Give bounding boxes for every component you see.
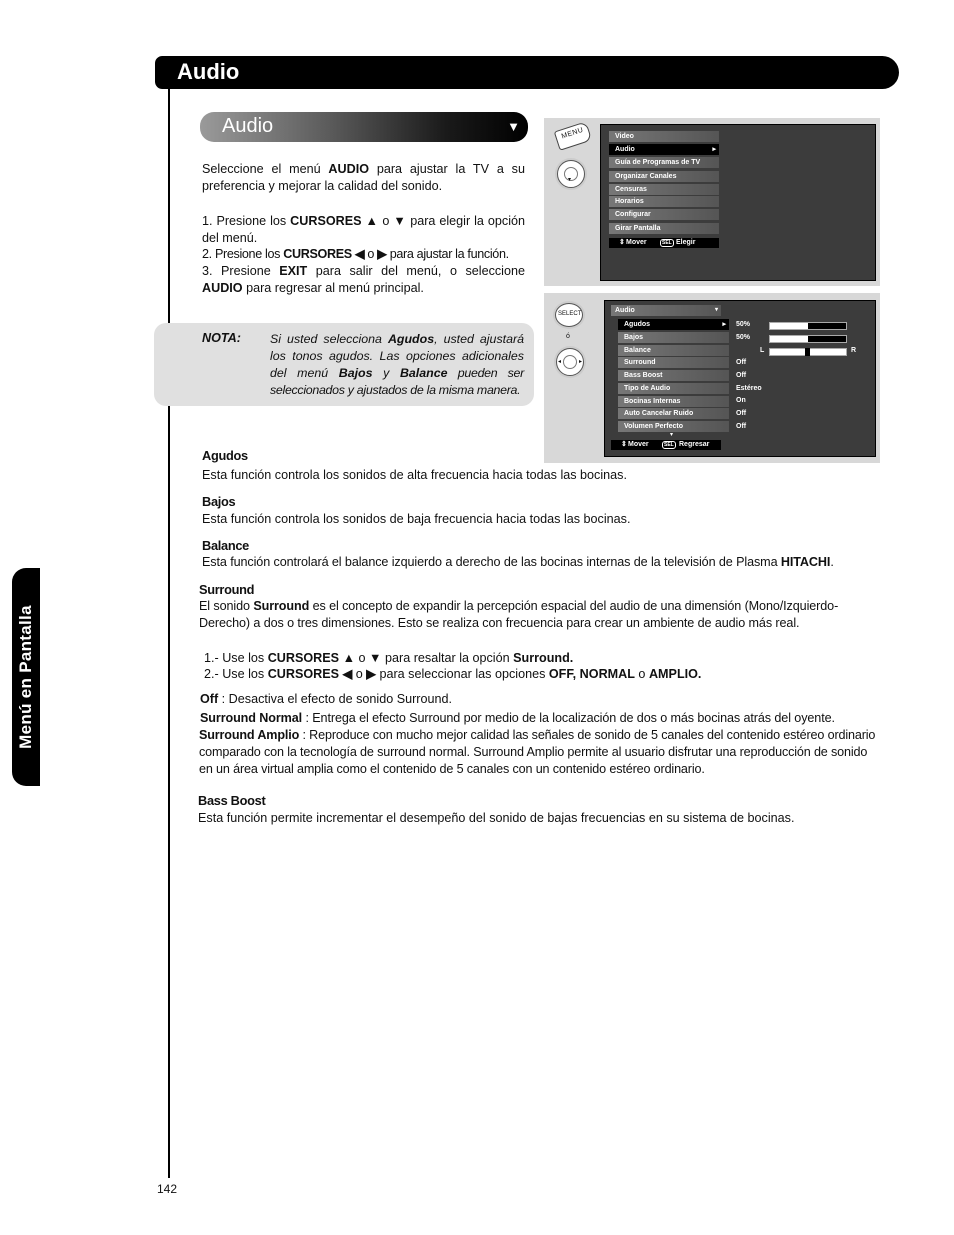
audio-item-auto-cancelar[interactable]: Auto Cancelar Ruido xyxy=(618,408,729,419)
triangle-down-icon: ▼ xyxy=(507,119,520,134)
section-title: Audio xyxy=(222,115,274,137)
move-icon: ⇕ xyxy=(619,239,625,246)
surround-amplio: Surround Amplio : Reproduce con mucho mejor calidad las señales de sonido de 5 canales del contenido estéreo ordinario comparado con la tecnología de surround normal. Surround Amplio permite al usuario disfrutar una reproducción de sonido en un área virtual amplia como el contenido de 5 canales con un contenido estéreo ordinario. xyxy=(199,728,876,776)
audio-menu-header: Audio ▾ xyxy=(611,305,721,316)
note-box xyxy=(154,323,534,406)
audio-item-agudos[interactable]: Agudos ▸ xyxy=(618,319,729,330)
menu-item-video[interactable]: Video xyxy=(609,131,719,142)
screen1-display xyxy=(600,124,876,281)
audio-item-bocinas[interactable]: Bocinas Internas xyxy=(618,396,729,407)
audio-item-volumen[interactable]: Volumen Perfecto xyxy=(618,421,729,432)
page-header-bar xyxy=(155,56,899,89)
joystick-button-2[interactable]: ◂ ▸ xyxy=(556,348,584,376)
surround-title: Surround xyxy=(199,582,255,597)
section-header-bar xyxy=(200,112,528,142)
balance-bar[interactable] xyxy=(769,348,847,356)
bajos-bar[interactable] xyxy=(769,335,847,343)
audio-item-tipo[interactable]: Tipo de Audio xyxy=(618,383,729,394)
surround-step-1: 1.- Use los CURSORES ▲ o ▼ para resaltar la opción Surround. xyxy=(204,651,574,665)
surround-normal: Surround Normal : Entrega el efecto Surround por medio de la localización de dos o más bocinas atrás del oyente. xyxy=(200,711,835,725)
agudos-title: Agudos xyxy=(202,448,248,463)
sel-icon: SEL xyxy=(662,240,672,246)
screen2-footer: ⇕ Mover SEL Regresar xyxy=(611,440,721,450)
scroll-down-icon: ▾ xyxy=(670,432,674,438)
bass-boost-title: Bass Boost xyxy=(198,793,266,808)
bajos-title: Bajos xyxy=(202,494,236,509)
agudos-body: Esta función controla los sonidos de alta frecuencia hacia todas las bocinas. xyxy=(202,468,627,482)
audio-item-bass-boost[interactable]: Bass Boost xyxy=(618,370,729,381)
side-tab xyxy=(12,568,40,786)
surround-step-2: 2.- Use los CURSORES ◀ o ▶ para seleccionar las opciones OFF, NORMAL o AMPLIO. xyxy=(204,667,702,681)
screen1-panel xyxy=(544,118,880,286)
audio-item-surround[interactable]: Surround xyxy=(618,357,729,368)
audio-item-bajos[interactable]: Bajos xyxy=(618,332,729,343)
page-vertical-rule xyxy=(168,78,170,1178)
or-label: ó xyxy=(566,333,570,340)
balance-body: Esta función controlará el balance izquierdo a derecho de las bocinas internas de la televisión de Plasma HITACHI. xyxy=(202,555,834,569)
note-label: NOTA: xyxy=(202,331,241,345)
surround-intro: El sonido Surround es el concepto de expandir la percepción espacial del audio de una dimensión (Mono/Izquierdo-Derecho) a dos o tres dimensiones. Esto se realiza con frecuencia para crear un ambiente de audio más real. xyxy=(199,599,839,630)
bass-boost-body: Esta función permite incrementar el desempeño del sonido de bajas frecuencias en su sistema de bocinas. xyxy=(198,811,795,825)
step-2: 2. Presione los CURSORES ◀ o ▶ para ajustar la función. xyxy=(202,247,509,261)
menu-item-configurar[interactable]: Configurar xyxy=(609,209,719,220)
menu-item-girar[interactable]: Girar Pantalla xyxy=(609,223,719,234)
page-title: Audio xyxy=(177,59,240,84)
screen2-panel xyxy=(544,293,880,463)
select-button[interactable]: SELECT xyxy=(555,303,583,327)
sel-icon-2: SEL xyxy=(664,442,674,448)
menu-button[interactable]: MENU xyxy=(554,121,593,151)
step-3: 3. Presione EXIT para salir del menú, o seleccione AUDIO para regresar al menú principal. xyxy=(202,264,525,295)
screen1-footer: ⇕ Mover SEL Elegir xyxy=(609,238,719,248)
menu-item-horarios[interactable]: Horarios xyxy=(609,196,719,207)
page-number: 142 xyxy=(157,1182,178,1196)
menu-item-organizar[interactable]: Organizar Canales xyxy=(609,171,719,182)
menu-item-censuras[interactable]: Censuras xyxy=(609,184,719,195)
menu-item-audio[interactable]: Audio ▸ xyxy=(609,144,719,155)
intro-paragraph: Seleccione el menú AUDIO para ajustar la TV a su preferencia y mejorar la calidad del sonido. xyxy=(202,162,525,193)
agudos-bar[interactable] xyxy=(769,322,847,330)
note-text: Si usted selecciona Agudos, usted ajustará los tonos agudos. Las opciones adicionales del menú Bajos y Balance pueden ser seleccionados y ajustados de la misma manera. xyxy=(270,332,524,397)
side-tab-label: Menú en Pantalla xyxy=(16,605,35,749)
joystick-button[interactable]: ▾ xyxy=(557,160,585,188)
menu-item-guia[interactable]: Guía de Programas de TV xyxy=(609,157,719,168)
balance-title: Balance xyxy=(202,538,249,553)
audio-item-balance[interactable]: Balance xyxy=(618,345,729,356)
screen2-display: Audio ▾ Agudos ▸ Bajos Balance Surround Bass Boost Tipo de Audio Bocinas Internas Auto Cancelar Ruido Volumen Perfecto ▾ 50% 50% L R Off Off Estéreo On Off Off ⇕ Mover SEL Regresar xyxy=(604,300,876,457)
move-icon-2: ⇕ xyxy=(621,441,627,448)
surround-off: Off : Desactiva el efecto de sonido Surround. xyxy=(200,692,453,706)
bajos-body: Esta función controla los sonidos de baja frecuencia hacia todas las bocinas. xyxy=(202,512,631,526)
step-1: 1. Presione los CURSORES ▲ o ▼ para elegir la opción del menú. xyxy=(202,214,525,245)
